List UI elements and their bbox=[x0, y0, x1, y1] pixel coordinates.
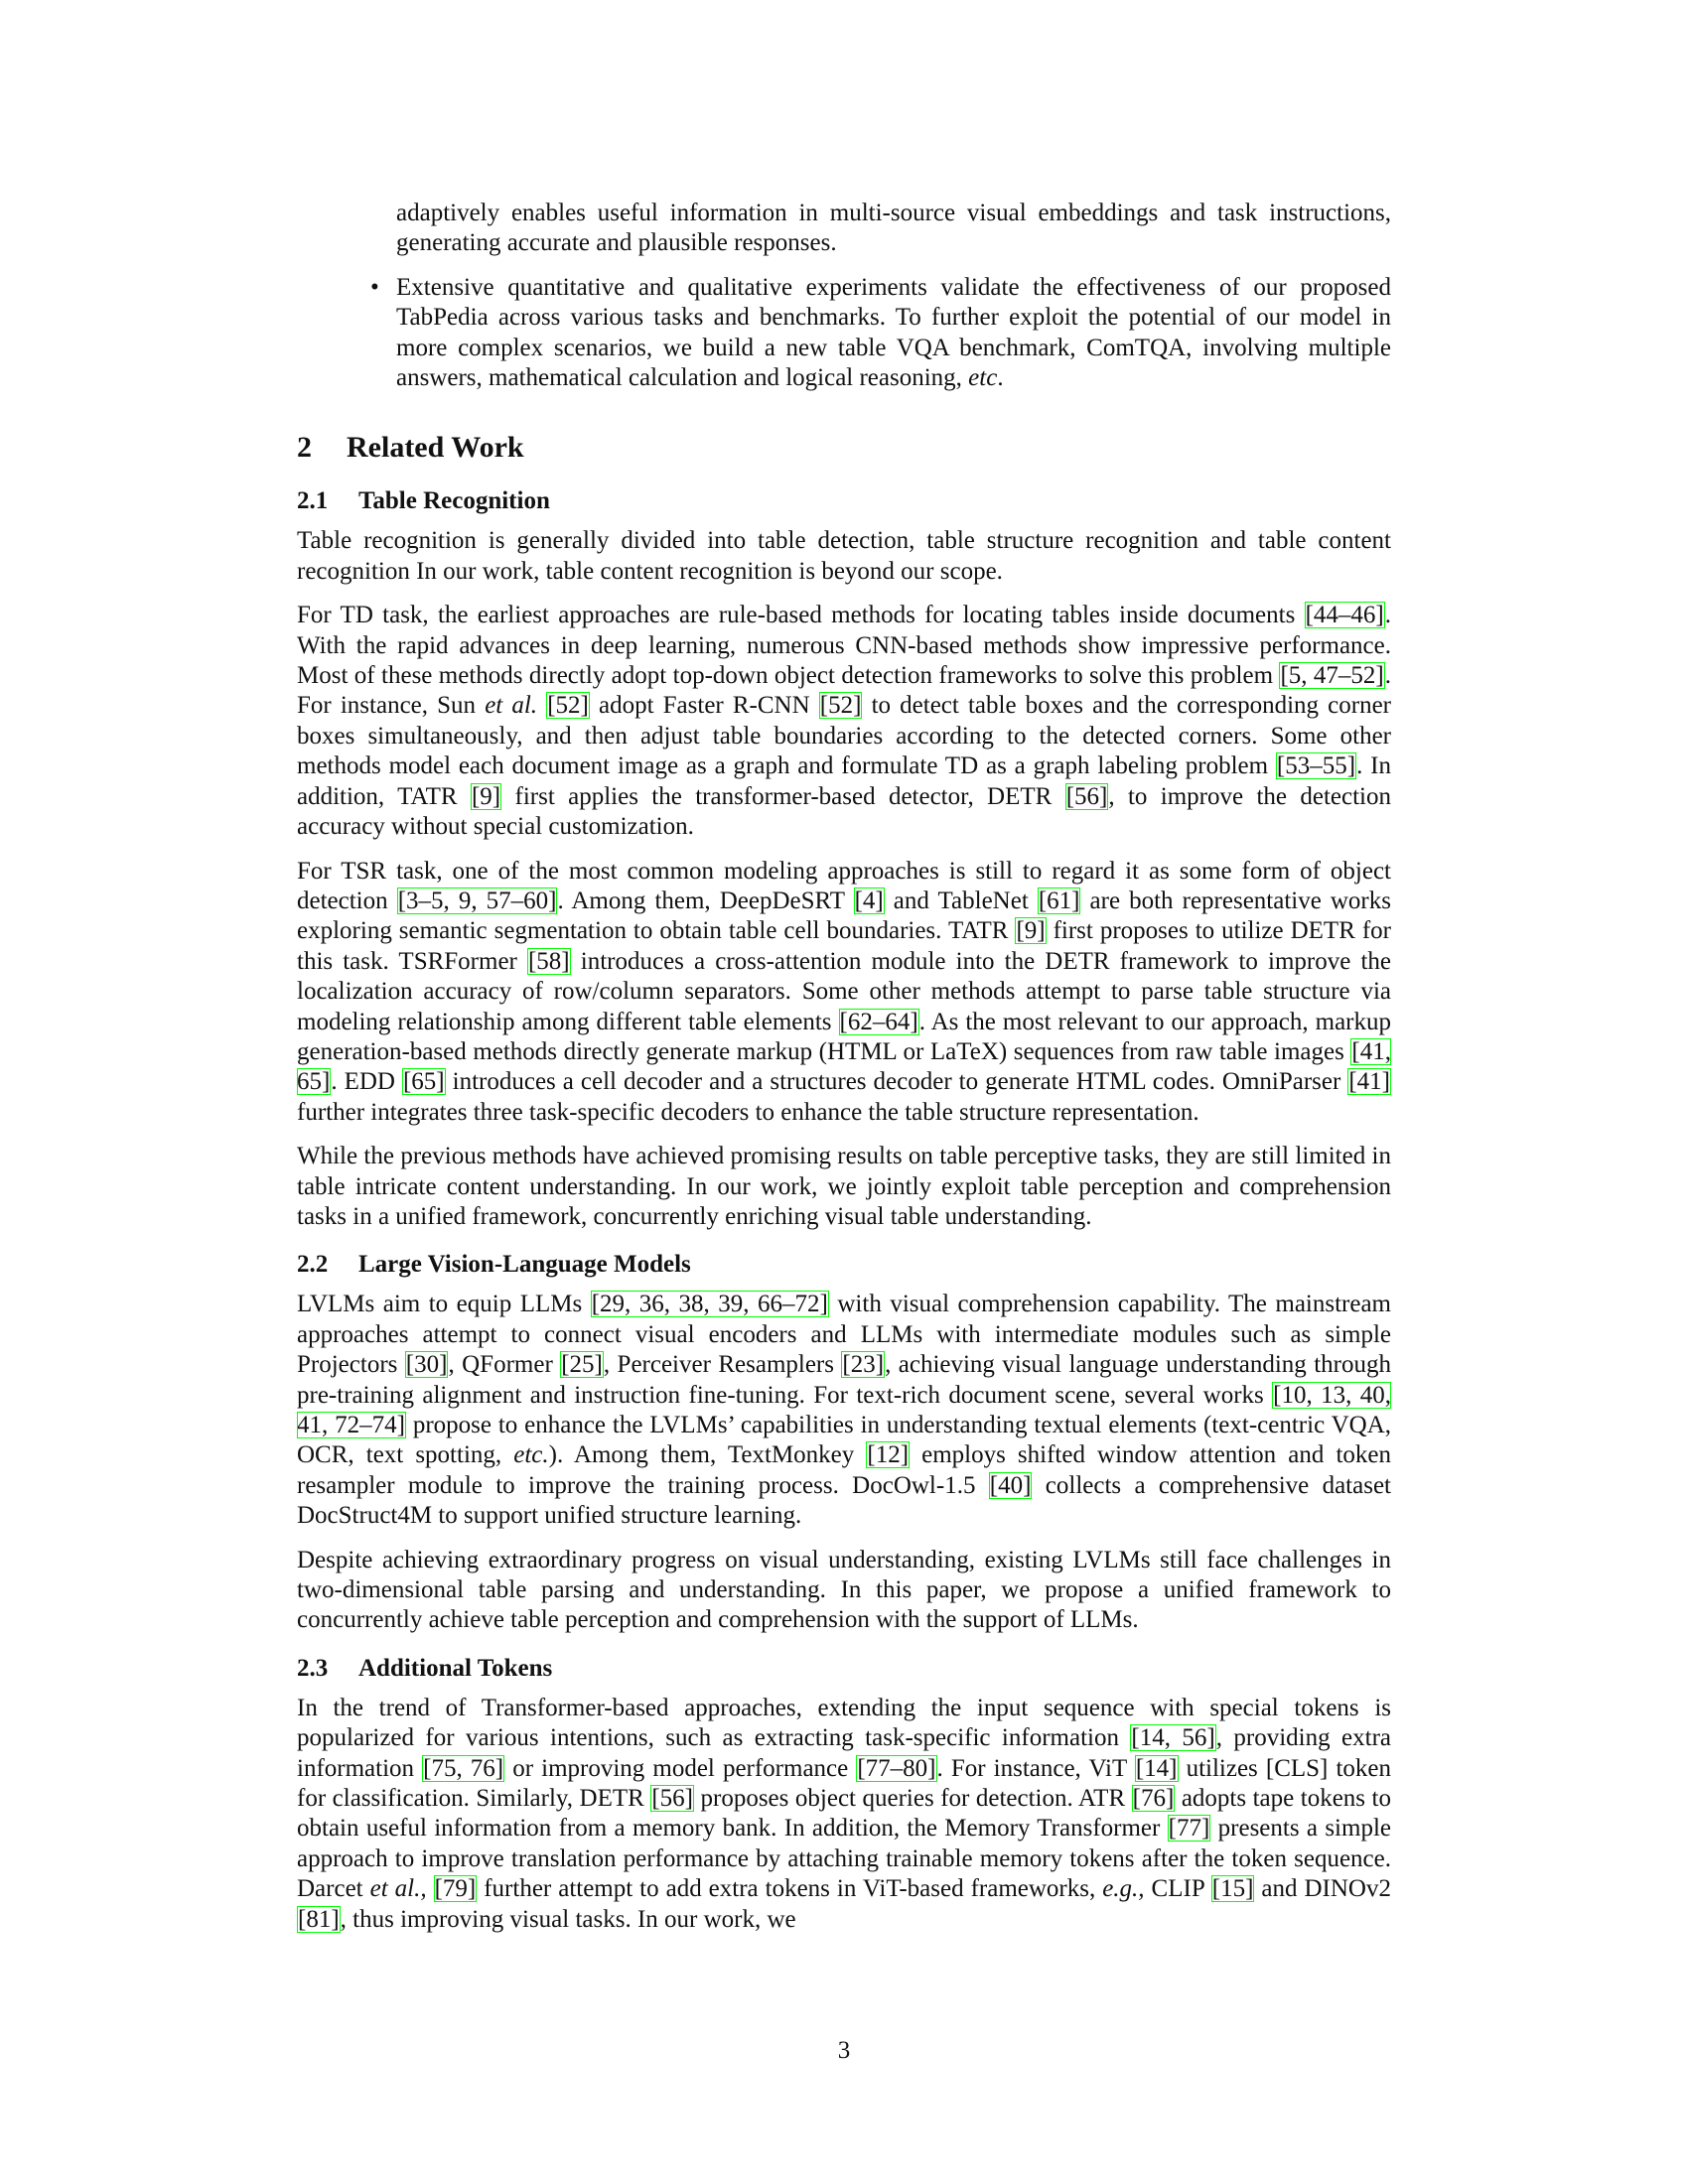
section-heading: 2 Related Work bbox=[297, 431, 524, 465]
citation-link[interactable]: [40] bbox=[989, 1471, 1032, 1499]
citation-link[interactable]: [61] bbox=[1038, 887, 1080, 914]
citation-link[interactable]: [4] bbox=[854, 887, 884, 914]
citation-link[interactable]: [65] bbox=[402, 1068, 445, 1096]
citation-link[interactable]: [9] bbox=[1016, 917, 1046, 945]
citation-link[interactable]: [79] bbox=[434, 1875, 477, 1903]
citation-link[interactable]: [77–80] bbox=[857, 1754, 936, 1782]
subsection-heading-2-1: 2.1 Table Recognition bbox=[297, 487, 550, 515]
citation-link[interactable]: [23] bbox=[842, 1351, 885, 1379]
paragraph: Despite achieving extraordinary progress on visual understanding, existing LVLMs still face challenges in two-dimensional table parsing and understanding. In this paper, we propose a unified framework to concurrently achieve table perception and comprehension with the support of LLMs. bbox=[297, 1546, 1391, 1634]
citation-link[interactable]: [5, 47–52] bbox=[1280, 662, 1384, 690]
paragraph: While the previous methods have achieved promising results on table perceptive tasks, they are still limited in table intricate content understanding. In our work, we jointly exploit table perception and comprehension tasks in a unified framework, concurrently enriching visual table understanding. bbox=[297, 1143, 1391, 1230]
bullet-continuation: adaptively enables useful information in multi-source visual embeddings and task instructions, generating accurate and plausible responses. bbox=[396, 200, 1391, 257]
citation-link[interactable]: [76] bbox=[1132, 1785, 1175, 1813]
citation-link[interactable]: [44–46] bbox=[1305, 602, 1384, 629]
citation-link[interactable]: [14] bbox=[1135, 1754, 1178, 1782]
citation-link[interactable]: [77] bbox=[1168, 1815, 1210, 1843]
citation-link[interactable]: [62–64] bbox=[839, 1008, 918, 1035]
citation-link[interactable]: [25] bbox=[561, 1351, 603, 1379]
bullet-text: Extensive quantitative and qualitative experiments validate the effectiveness of our proposed TabPedia across various tasks and benchmarks. To further exploit the potential of our model in more complex scenarios, we build a new table VQA benchmark, ComTQA, involving multiple answers, mathematical calculation and logical reasoning, etc. bbox=[396, 273, 1391, 392]
paragraph: In the trend of Transformer-based approaches, extending the input sequence with special tokens is popularized for various intentions, such as extracting task-specific information [14, 56], providing extra information [75, 76] or improving model performance [77–80]. For instance, ViT [14] utilizes [CLS] token for classification. Similarly, DETR [56] proposes object queries for detection. ATR [76] adopts tape tokens to obtain useful information from a memory bank. In addition, the Memory Transformer [77] presents a simple approach to improve translation performance by attaching trainable memory tokens after the token sequence. Darcet et al., [79] further attempt to add extra tokens in ViT-based frameworks, e.g., CLIP [15] and DINOv2 [81], thus improving visual tasks. In our work, we bbox=[297, 1694, 1392, 1933]
bullet-icon: • bbox=[370, 273, 379, 301]
citation-link[interactable]: [15] bbox=[1211, 1875, 1254, 1903]
citation-link[interactable]: [81] bbox=[298, 1905, 340, 1933]
citation-link[interactable]: [52] bbox=[819, 692, 862, 720]
citation-link[interactable]: [30] bbox=[405, 1351, 448, 1379]
citation-link[interactable]: [29, 36, 38, 39, 66–72] bbox=[591, 1291, 828, 1318]
subsection-heading-2-2: 2.2 Large Vision-Language Models bbox=[297, 1251, 691, 1279]
citation-link[interactable]: [41, 65] bbox=[297, 1037, 1391, 1096]
citation-link[interactable]: [75, 76] bbox=[423, 1754, 504, 1782]
citation-link[interactable]: [3–5, 9, 57–60] bbox=[397, 887, 557, 914]
citation-link[interactable]: [56] bbox=[651, 1785, 693, 1813]
subsection-heading-2-3: 2.3 Additional Tokens bbox=[297, 1654, 553, 1682]
paper-page bbox=[297, 199, 1391, 1949]
bullet-item bbox=[370, 273, 1391, 394]
citation-link[interactable]: [10, 13, 40, 41, 72–74] bbox=[297, 1381, 1391, 1438]
paragraph: For TD task, the earliest approaches are rule-based methods for locating tables inside documents [44–46]. With the rapid advances in deep learning, numerous CNN-based methods show impressive performance. Most of these methods directly adopt top-down object detection frameworks to solve this problem [5, 47–52]. For instance, Sun et al. [52] adopt Faster R-CNN [52] to detect table boxes and the corresponding corner boxes simultaneously, and then adjust table boundaries according to the detected corners. Some other methods model each document image as a graph and formulate TD as a graph labeling problem [53–55]. In addition, TATR [9] first applies the transformer-based detector, DETR [56], to improve the detection accuracy without special customization. bbox=[297, 602, 1392, 841]
paragraph: For TSR task, one of the most common modeling approaches is still to regard it as some form of object detection [3–5, 9, 57–60]. Among them, DeepDeSRT [4] and TableNet [61] are both representative works exploring semantic segmentation to obtain table cell boundaries. TATR [9] first proposes to utilize DETR for this task. TSRFormer [58] introduces a cross-attention module into the DETR framework to improve the localization accuracy of row/column separators. Some other methods attempt to parse table structure via modeling relationship among different table elements [62–64]. As the most relevant to our approach, markup generation-based methods directly generate markup (HTML or LaTeX) sequences from raw table images [41, 65]. EDD [65] introduces a cell decoder and a structures decoder to generate HTML codes. OmniParser [41] further integrates three task-specific decoders to enhance the table structure representation. bbox=[297, 857, 1392, 1126]
paragraph: LVLMs aim to equip LLMs [29, 36, 38, 39, 66–72] with visual comprehension capability. The mainstream approaches attempt to connect visual encoders and LLMs with intermediate modules such as simple Projectors [30], QFormer [25], Perceiver Resamplers [23], achieving visual language understanding through pre-training alignment and instruction fine-tuning. For text-rich document scene, several works [10, 13, 40, 41, 72–74] propose to enhance the LVLMs’ capabilities in understanding textual elements (text-centric VQA, OCR, text spotting, etc.). Among them, TextMonkey [12] employs shifted window attention and token resampler module to improve the training process. DocOwl-1.5 [40] collects a comprehensive dataset DocStruct4M to support unified structure learning. bbox=[297, 1291, 1392, 1530]
page-number: 3 bbox=[837, 2037, 851, 2064]
citation-link[interactable]: [53–55] bbox=[1276, 752, 1356, 780]
citation-link[interactable]: [52] bbox=[547, 692, 589, 720]
citation-link[interactable]: [9] bbox=[471, 782, 501, 810]
paragraph: Table recognition is generally divided into table detection, table structure recognition and table content recognition In our work, table content recognition is beyond our scope. bbox=[297, 527, 1391, 585]
citation-link[interactable]: [41] bbox=[1348, 1068, 1390, 1096]
citation-link[interactable]: [58] bbox=[527, 947, 570, 975]
citation-link[interactable]: [12] bbox=[867, 1441, 910, 1469]
citation-link[interactable]: [56] bbox=[1065, 782, 1108, 810]
citation-link[interactable]: [14, 56] bbox=[1131, 1724, 1215, 1752]
contribution-list bbox=[370, 199, 1391, 393]
